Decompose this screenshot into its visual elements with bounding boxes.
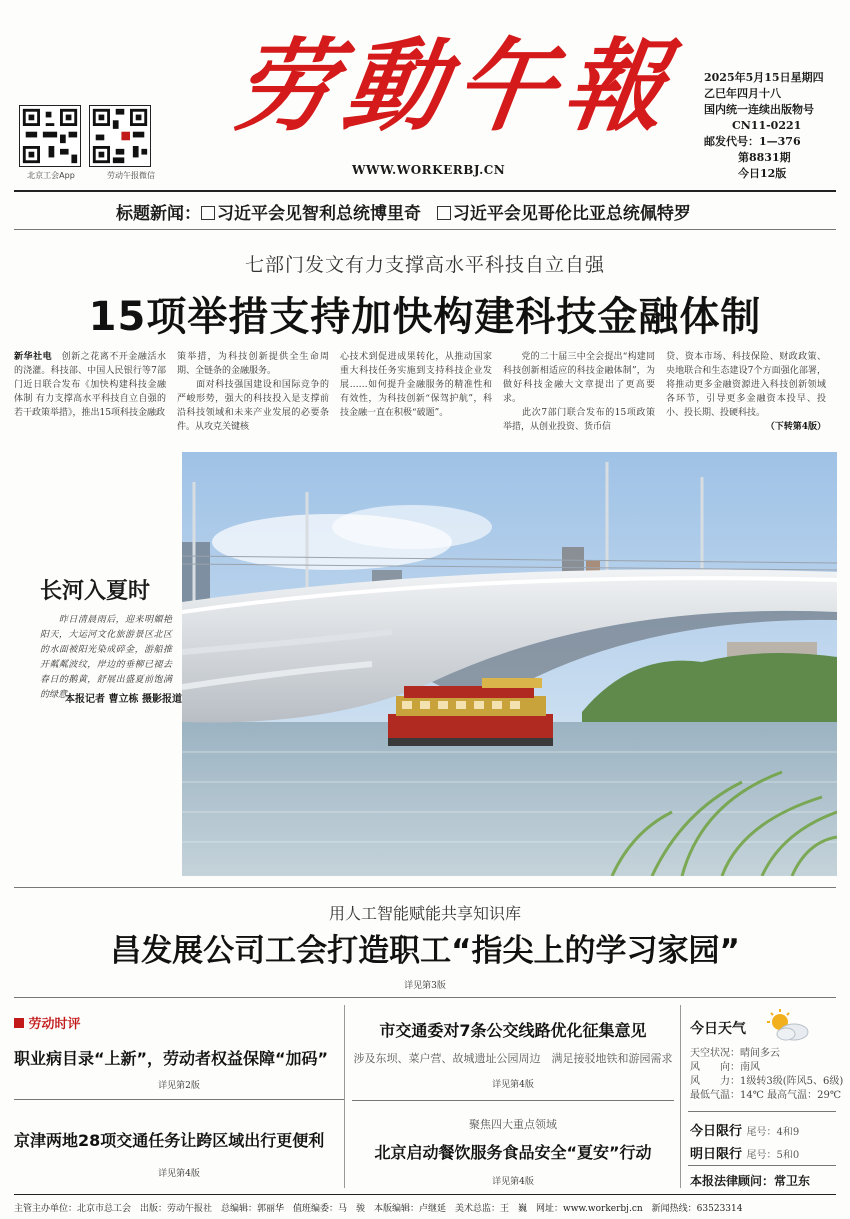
bus-ref[interactable]: 详见第4版 <box>492 1080 534 1090</box>
qr-code-app[interactable] <box>19 105 81 167</box>
issue-postal-code: 邮发代号：1—376 <box>704 135 801 148</box>
footer-divider <box>14 1194 836 1195</box>
issue-date: 2025年5月15日星期四 <box>704 71 824 84</box>
commentary-headline[interactable]: 职业病目录“上新”，劳动者权益保障“加码” <box>14 1049 329 1068</box>
bottom-col-divider-2 <box>680 1005 681 1188</box>
issue-lunar-date: 乙巳年四月十八 <box>704 87 781 100</box>
commentary-label: 劳动时评 <box>14 1013 81 1032</box>
headline-item-2[interactable]: 习近平会见哥伦比亚总统佩特罗 <box>452 204 691 224</box>
second-title[interactable]: 昌发展公司工会打造职工“指尖上的学习家园” <box>110 933 740 969</box>
photo-credit: 本报记者 曹立栋 摄影报道 <box>65 694 182 705</box>
footer-credits: 主管主办单位：北京市总工会 出版：劳动午报社 总编辑：郭丽华 值班编委：马 骏 本版编辑：卢继延 美术总监：王 巍 网址：www.workerbj.cn 新闻热线：63523314 <box>14 1204 743 1214</box>
commentary-ref[interactable]: 详见第2版 <box>158 1081 200 1091</box>
qr-caption-wechat: 劳动午报微信 <box>107 171 155 180</box>
lead-column-5: 贷、资本市场、科技保险、财政政策、央地联合和生态建设7个方面强化部署，将推动更多金融资源进入科技创新领域各环节，引导更多金融资本投早、投小、投长期、投硬科技。 （下转第4版） <box>666 352 826 432</box>
qr-caption-app: 北京工会App <box>27 171 75 180</box>
limit-tomorrow: 明日限行 尾号：5和0 <box>690 1147 800 1162</box>
bottom-mid-divider <box>352 1100 674 1101</box>
headlines-label: 标题新闻： <box>116 204 201 224</box>
lead-column-3: 心技术到促进成果转化，从推动国家重大科技任务实施到支持科技企业发展……如何提升金融服务的精准性和有效性，为科技创新“保驾护航”，科技金融一直在积极“破题”。 <box>340 352 492 418</box>
lead-title[interactable]: 15项举措支持加快构建科技金融体制 <box>88 294 762 340</box>
second-subtitle: 用人工智能赋能共享知识库 <box>328 904 521 923</box>
weather-title: 今日天气 <box>690 1021 746 1037</box>
lead-photo <box>182 452 837 876</box>
second-ref[interactable]: 详见第3版 <box>404 981 446 991</box>
photo-caption: 昨日清晨雨后，迎来明媚艳阳天，大运河文化旅游景区北区的水面被阳光染成碎金，游船推开粼粼波纹，岸边的垂柳已褪去春日的鹅黄，舒展出盛夏前饱满的绿意。 <box>40 615 172 700</box>
issue-pages: 今日12版 <box>738 167 787 180</box>
bottom-left-divider <box>14 1099 344 1100</box>
weather-wind-direction: 风 向：南风 <box>690 1062 760 1073</box>
food-kicker: 聚焦四大重点领域 <box>469 1118 557 1131</box>
second-divider <box>14 997 836 998</box>
bus-headline[interactable]: 市交通委对7条公交线路优化征集意见 <box>379 1021 647 1040</box>
photo-title: 长河入夏时 <box>40 579 151 604</box>
lead-continued-link[interactable]: （下转第4版） <box>765 422 826 432</box>
bus-subhead: 涉及东坝、菜户营、故城遗址公园周边 满足接驳地铁和游园需求 <box>353 1052 673 1065</box>
masthead-divider <box>14 190 836 192</box>
weather-divider <box>688 1111 836 1112</box>
weather-sky: 天空状况：晴间多云 <box>690 1048 780 1059</box>
legal-counsel: 本报法律顾问：常卫东 <box>690 1174 811 1188</box>
lead-subtitle: 七部门发文有力支撑高水平科技自立自强 <box>244 254 605 276</box>
qr-code-wechat[interactable] <box>89 105 151 167</box>
headlines-bar <box>116 199 691 224</box>
traffic-ref[interactable]: 详见第4版 <box>158 1169 200 1179</box>
food-ref[interactable]: 详见第4版 <box>492 1177 534 1187</box>
traffic-headline[interactable]: 京津两地28项交通任务让跨区域出行更便利 <box>14 1131 325 1150</box>
lead-column-4: 党的二十届三中全会提出“构建同科技创新相适应的科技金融体制”，为做好科技金融大文章提出了更高要求。 此次7部门联合发布的15项政策举措，从创业投资、货币信 <box>503 352 655 432</box>
weather-wind-force: 风 力：1级转3级(阵风5、6级) <box>690 1076 844 1087</box>
masthead-url[interactable]: WWW.WORKERBJ.CN <box>352 163 506 177</box>
weather-temperature: 最低气温：14℃ 最高气温：29℃ <box>690 1090 842 1101</box>
qr-codes <box>19 105 171 181</box>
partly-cloudy-icon <box>764 1008 812 1042</box>
lead-column-2: 策举措，为科技创新提供全生命周期、全链条的金融服务。 面对科技强国建设和国际竞争的严峻形势，强大的科技投入是支撑前沿科技领域和未来产业发展的必要条件。从攻克关键核 <box>177 352 329 432</box>
weather-details <box>690 1047 844 1103</box>
headline-item-1[interactable]: 习近平会见智利总统博里奇 <box>217 204 421 224</box>
food-headline[interactable]: 北京启动餐饮服务食品安全“夏安”行动 <box>374 1143 652 1162</box>
limits-divider <box>688 1165 836 1166</box>
photo-divider <box>14 887 836 888</box>
bottom-col-divider-1 <box>344 1005 345 1188</box>
bridge-photo-illustration <box>182 452 837 876</box>
headline-checkbox-icon <box>201 206 215 220</box>
square-bullet-icon <box>14 1018 24 1028</box>
headlines-divider <box>14 229 836 230</box>
limit-today: 今日限行 尾号：4和9 <box>690 1124 800 1139</box>
issue-info <box>704 70 824 182</box>
issue-serial-label: 国内统一连续出版物号 <box>704 103 814 116</box>
lead-column-1: 新华社电 创新之花离不开金融活水的浇灌。科技部、中国人民银行等7部门近日联合发布《加快构建科技金融体制 有力支撑高水平科技自立自强的若干政策举措》，推出15项科技金融政 <box>14 352 166 418</box>
issue-serial-number: CN11-0221 <box>732 119 802 132</box>
lead-body <box>14 350 836 434</box>
lead-dateline: 新华社电 <box>14 352 53 362</box>
issue-number: 第8831期 <box>738 151 791 164</box>
masthead-logo: 劳動午報 <box>226 27 684 145</box>
headline-checkbox-icon <box>437 206 451 220</box>
